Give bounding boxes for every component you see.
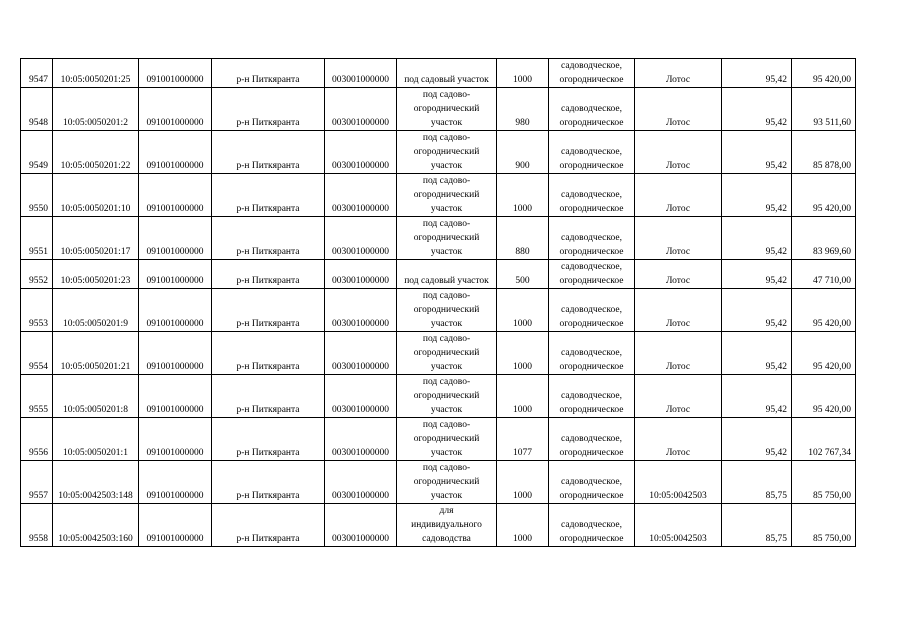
cell-purpose-line: под садово- — [422, 334, 471, 344]
cell-land-use — [549, 504, 635, 547]
table-row — [21, 131, 856, 174]
cell-purpose-line: огороднический — [413, 391, 480, 401]
cell-number: 9555 — [21, 375, 53, 418]
cell-purpose-line: под садово- — [422, 90, 471, 100]
cell-purpose-line: участок — [430, 319, 463, 329]
cell-okato-code: 003001000000 — [325, 418, 397, 461]
cell-purpose-line: садоводства — [422, 534, 471, 544]
table-row — [21, 260, 856, 289]
cell-region: р-н Питкяранта — [212, 461, 325, 504]
cell-okato-code: 003001000000 — [325, 260, 397, 289]
cell-cadastral-number: 10:05:0050201:2 — [53, 88, 139, 131]
table-row — [21, 332, 856, 375]
cell-rate: 95,42 — [722, 289, 792, 332]
table-row — [21, 375, 856, 418]
cell-cadastral-number: 10:05:0050201:8 — [53, 375, 139, 418]
cell-land-use — [549, 260, 635, 289]
cell-total: 85 750,00 — [792, 461, 856, 504]
cell-association: Лотос — [635, 332, 722, 375]
cell-oktmo-code: 091001000000 — [139, 217, 212, 260]
cell-total: 95 420,00 — [792, 289, 856, 332]
cell-purpose — [397, 174, 497, 217]
cell-area: 1000 — [497, 504, 549, 547]
cell-okato-code: 003001000000 — [325, 375, 397, 418]
cell-purpose — [397, 418, 497, 461]
land-plots-table — [20, 58, 856, 547]
cell-okato-code: 003001000000 — [325, 174, 397, 217]
cell-region: р-н Питкяранта — [212, 131, 325, 174]
cell-total: 95 420,00 — [792, 332, 856, 375]
cell-land-use — [549, 461, 635, 504]
cell-association: Лотос — [635, 131, 722, 174]
cell-number: 9554 — [21, 332, 53, 375]
cell-region: р-н Питкяранта — [212, 289, 325, 332]
cell-land-use — [549, 418, 635, 461]
cell-land-use — [549, 289, 635, 332]
cell-association: 10:05:0042503 — [635, 504, 722, 547]
cell-land-use — [549, 88, 635, 131]
cell-purpose-line: участок — [430, 448, 463, 458]
cell-land-use — [549, 131, 635, 174]
cell-region: р-н Питкяранта — [212, 217, 325, 260]
cell-rate: 95,42 — [722, 131, 792, 174]
cell-region: р-н Питкяранта — [212, 375, 325, 418]
cell-land-use-line: садоводческое, — [561, 520, 622, 530]
cell-rate: 95,42 — [722, 418, 792, 461]
cell-association: Лотос — [635, 289, 722, 332]
cell-rate: 95,42 — [722, 332, 792, 375]
cell-purpose-line: под садово- — [422, 133, 471, 143]
cell-association: Лотос — [635, 418, 722, 461]
cell-land-use-line: садоводческое, — [561, 61, 622, 71]
table-row — [21, 174, 856, 217]
cell-oktmo-code: 091001000000 — [139, 504, 212, 547]
cell-region: р-н Питкяранта — [212, 174, 325, 217]
cell-land-use-line: огородническое — [559, 75, 624, 85]
cell-purpose — [397, 217, 497, 260]
cell-okato-code: 003001000000 — [325, 289, 397, 332]
cell-total: 95 420,00 — [792, 375, 856, 418]
cell-rate: 85,75 — [722, 504, 792, 547]
cell-association: Лотос — [635, 88, 722, 131]
cell-land-use-line: огородническое — [559, 161, 624, 171]
cell-oktmo-code: 091001000000 — [139, 59, 212, 88]
cell-total: 93 511,60 — [792, 88, 856, 131]
cell-association: Лотос — [635, 59, 722, 88]
cell-land-use-line: огородническое — [559, 276, 624, 286]
cell-oktmo-code: 091001000000 — [139, 418, 212, 461]
cell-purpose-line: под садовый участок — [404, 276, 489, 286]
cell-rate: 95,42 — [722, 88, 792, 131]
cell-land-use — [549, 217, 635, 260]
cell-land-use-line: садоводческое, — [561, 434, 622, 444]
cell-land-use-line: садоводческое, — [561, 233, 622, 243]
cell-land-use-line: огородническое — [559, 118, 624, 128]
cell-purpose-line: под садово- — [422, 420, 471, 430]
cell-purpose-line: для — [439, 506, 454, 516]
cell-cadastral-number: 10:05:0050201:17 — [53, 217, 139, 260]
cell-purpose — [397, 504, 497, 547]
cell-number: 9552 — [21, 260, 53, 289]
cell-purpose-line: огороднический — [413, 477, 480, 487]
cell-cadastral-number: 10:05:0050201:25 — [53, 59, 139, 88]
cell-area: 900 — [497, 131, 549, 174]
cell-land-use-line: огородническое — [559, 204, 624, 214]
cell-cadastral-number: 10:05:0050201:23 — [53, 260, 139, 289]
table-row — [21, 59, 856, 88]
cell-land-use-line: огородническое — [559, 448, 624, 458]
cell-okato-code: 003001000000 — [325, 461, 397, 504]
cell-area: 1000 — [497, 375, 549, 418]
cell-purpose-line: участок — [430, 118, 463, 128]
cell-region: р-н Питкяранта — [212, 59, 325, 88]
cell-oktmo-code: 091001000000 — [139, 131, 212, 174]
cell-okato-code: 003001000000 — [325, 59, 397, 88]
cell-region: р-н Питкяранта — [212, 260, 325, 289]
cell-number: 9553 — [21, 289, 53, 332]
cell-cadastral-number: 10:05:0050201:22 — [53, 131, 139, 174]
cell-land-use — [549, 332, 635, 375]
cell-oktmo-code: 091001000000 — [139, 174, 212, 217]
cell-purpose — [397, 88, 497, 131]
cell-total: 102 767,34 — [792, 418, 856, 461]
cell-total: 83 969,60 — [792, 217, 856, 260]
cell-purpose — [397, 260, 497, 289]
cell-association: Лотос — [635, 174, 722, 217]
table-row — [21, 461, 856, 504]
cell-purpose — [397, 131, 497, 174]
cell-purpose — [397, 375, 497, 418]
cell-cadastral-number: 10:05:0042503:148 — [53, 461, 139, 504]
cell-land-use-line: садоводческое, — [561, 391, 622, 401]
cell-area: 980 — [497, 88, 549, 131]
cell-land-use-line: садоводческое, — [561, 305, 622, 315]
cell-land-use-line: огородническое — [559, 319, 624, 329]
cell-purpose-line: огороднический — [413, 190, 480, 200]
cell-rate: 95,42 — [722, 217, 792, 260]
cell-rate: 95,42 — [722, 59, 792, 88]
cell-purpose-line: участок — [430, 491, 463, 501]
cell-rate: 95,42 — [722, 260, 792, 289]
cell-area: 880 — [497, 217, 549, 260]
cell-land-use-line: садоводческое, — [561, 104, 622, 114]
cell-total: 47 710,00 — [792, 260, 856, 289]
cell-rate: 95,42 — [722, 375, 792, 418]
cell-purpose-line: под садово- — [422, 219, 471, 229]
table-row — [21, 418, 856, 461]
cell-region: р-н Питкяранта — [212, 88, 325, 131]
cell-purpose-line: огороднический — [413, 104, 480, 114]
cell-purpose-line: индивидуального — [411, 520, 482, 530]
cell-purpose — [397, 332, 497, 375]
cell-land-use-line: садоводческое, — [561, 190, 622, 200]
cell-purpose-line: участок — [430, 161, 463, 171]
cell-total: 95 420,00 — [792, 59, 856, 88]
cell-purpose-line: участок — [430, 247, 463, 257]
cell-region: р-н Питкяранта — [212, 332, 325, 375]
cell-purpose-line: огороднический — [413, 434, 480, 444]
table-body — [21, 59, 856, 547]
cell-okato-code: 003001000000 — [325, 88, 397, 131]
cell-total: 85 878,00 — [792, 131, 856, 174]
cell-land-use-line: садоводческое, — [561, 147, 622, 157]
cell-oktmo-code: 091001000000 — [139, 332, 212, 375]
table-row — [21, 504, 856, 547]
cell-purpose-line: участок — [430, 362, 463, 372]
cell-purpose-line: огороднический — [413, 147, 480, 157]
cell-area: 1077 — [497, 418, 549, 461]
cell-purpose — [397, 289, 497, 332]
cell-purpose-line: под садовый участок — [404, 75, 489, 85]
cell-cadastral-number: 10:05:0050201:10 — [53, 174, 139, 217]
cell-purpose — [397, 461, 497, 504]
cell-land-use-line: огородническое — [559, 405, 624, 415]
cell-number: 9556 — [21, 418, 53, 461]
cell-oktmo-code: 091001000000 — [139, 260, 212, 289]
table-row — [21, 88, 856, 131]
cell-area: 1000 — [497, 332, 549, 375]
cell-area: 1000 — [497, 289, 549, 332]
cell-land-use — [549, 375, 635, 418]
cell-purpose-line: под садово- — [422, 291, 471, 301]
table-row — [21, 217, 856, 260]
cell-land-use-line: огородническое — [559, 362, 624, 372]
cell-area: 1000 — [497, 174, 549, 217]
cell-land-use-line: садоводческое, — [561, 477, 622, 487]
cell-number: 9547 — [21, 59, 53, 88]
cell-number: 9558 — [21, 504, 53, 547]
cell-land-use-line: садоводческое, — [561, 348, 622, 358]
cell-number: 9548 — [21, 88, 53, 131]
cell-number: 9549 — [21, 131, 53, 174]
cell-purpose-line: огороднический — [413, 305, 480, 315]
cell-land-use-line: огородническое — [559, 247, 624, 257]
cell-purpose-line: огороднический — [413, 348, 480, 358]
cell-purpose-line: участок — [430, 405, 463, 415]
cell-land-use-line: огородническое — [559, 534, 624, 544]
cell-oktmo-code: 091001000000 — [139, 375, 212, 418]
cell-area: 500 — [497, 260, 549, 289]
cell-land-use-line: садоводческое, — [561, 262, 622, 272]
cell-purpose-line: участок — [430, 204, 463, 214]
cell-purpose-line: огороднический — [413, 233, 480, 243]
cell-rate: 85,75 — [722, 461, 792, 504]
cell-cadastral-number: 10:05:0042503:160 — [53, 504, 139, 547]
cell-land-use — [549, 174, 635, 217]
cell-region: р-н Питкяранта — [212, 504, 325, 547]
cell-purpose-line: под садово- — [422, 377, 471, 387]
cell-association: Лотос — [635, 260, 722, 289]
cell-oktmo-code: 091001000000 — [139, 289, 212, 332]
cell-okato-code: 003001000000 — [325, 217, 397, 260]
cell-okato-code: 003001000000 — [325, 131, 397, 174]
cell-cadastral-number: 10:05:0050201:21 — [53, 332, 139, 375]
cell-area: 1000 — [497, 461, 549, 504]
cell-okato-code: 003001000000 — [325, 332, 397, 375]
cell-oktmo-code: 091001000000 — [139, 88, 212, 131]
cell-okato-code: 003001000000 — [325, 504, 397, 547]
cell-number: 9551 — [21, 217, 53, 260]
cell-number: 9557 — [21, 461, 53, 504]
cell-purpose — [397, 59, 497, 88]
cell-association: Лотос — [635, 217, 722, 260]
cell-total: 95 420,00 — [792, 174, 856, 217]
cell-oktmo-code: 091001000000 — [139, 461, 212, 504]
cell-purpose-line: под садово- — [422, 176, 471, 186]
cell-rate: 95,42 — [722, 174, 792, 217]
cell-purpose-line: под садово- — [422, 463, 471, 473]
cell-total: 85 750,00 — [792, 504, 856, 547]
cell-area: 1000 — [497, 59, 549, 88]
cell-cadastral-number: 10:05:0050201:9 — [53, 289, 139, 332]
cell-land-use-line: огородническое — [559, 491, 624, 501]
cell-number: 9550 — [21, 174, 53, 217]
cell-region: р-н Питкяранта — [212, 418, 325, 461]
cell-cadastral-number: 10:05:0050201:1 — [53, 418, 139, 461]
cell-association: 10:05:0042503 — [635, 461, 722, 504]
cell-association: Лотос — [635, 375, 722, 418]
table-row — [21, 289, 856, 332]
cell-land-use — [549, 59, 635, 88]
